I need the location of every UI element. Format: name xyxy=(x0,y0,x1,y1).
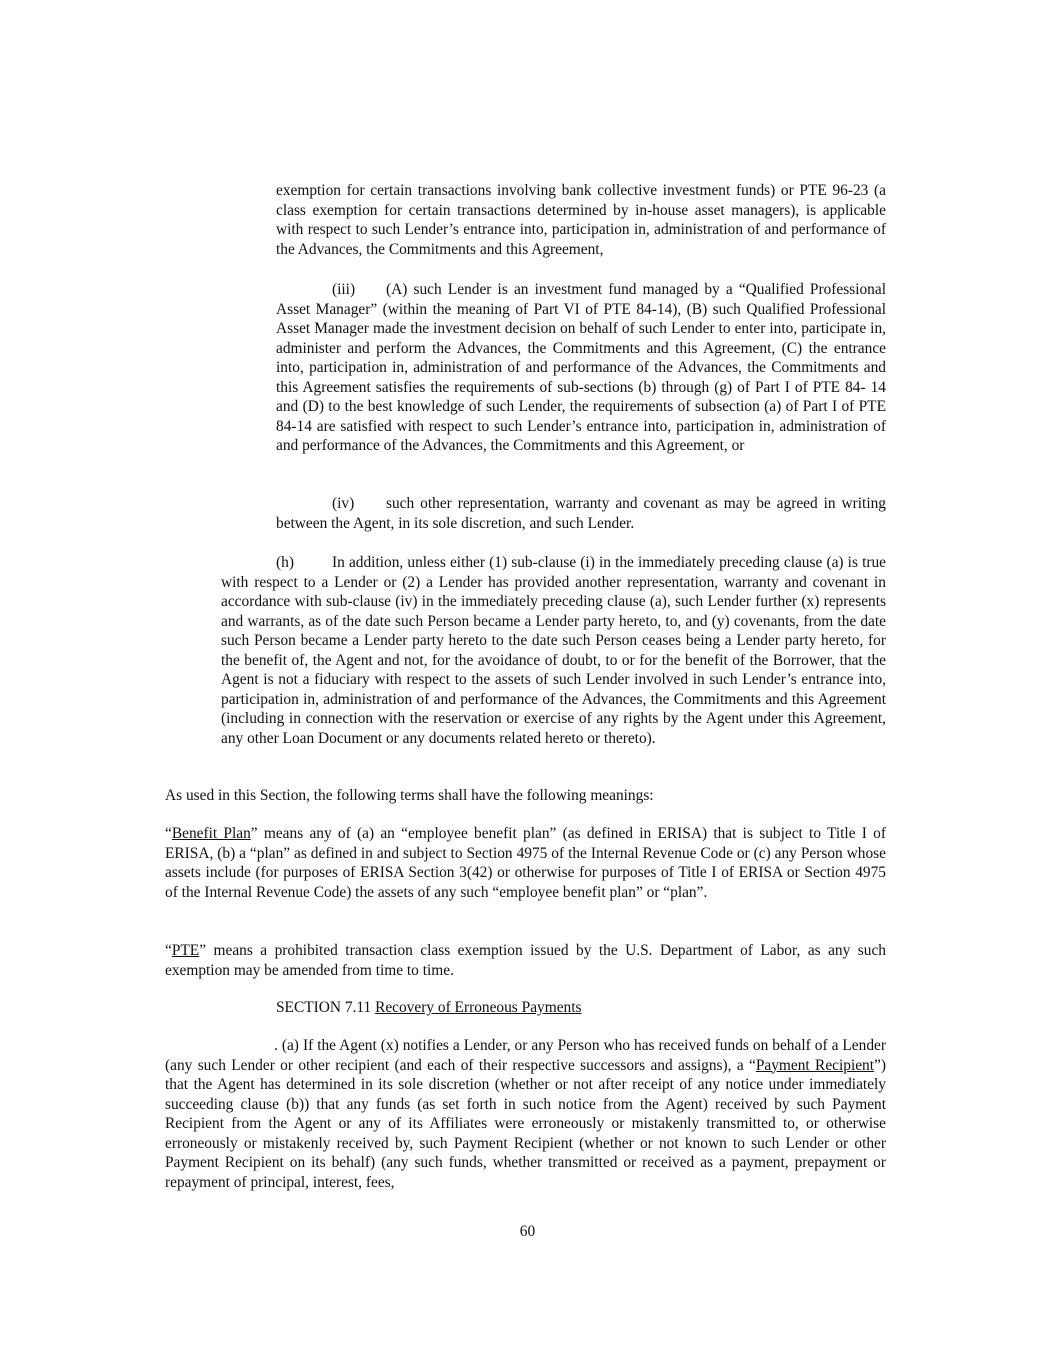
benefit-plan-term: Benefit Plan xyxy=(171,825,251,842)
payment-recipient-term: Payment Recipient xyxy=(755,1056,875,1074)
pte-text: ” means a prohibited transaction class exemption issued by the U.S. Department of Labor, as any such exemption may be amended from time to time. xyxy=(165,942,886,979)
clause-h-label: (h) xyxy=(276,554,294,571)
benefit-plan-definition: “Benefit Plan” means any of (a) an “employee benefit plan” (as defined in ERISA) that is subject to Title I of ERISA, (b) a “plan” as defined in and subject to Section 4975 of the Internal Revenue Code or (c) any Person whose assets include (for purposes of ERISA Section 3(42) or otherwise for purposes of Title I of ERISA or Section 4975 of the Internal Revenue Code) the assets of any such “employee benefit plan” or “plan”. xyxy=(165,825,886,901)
section-title: Recovery of Erroneous Payments xyxy=(375,999,582,1016)
clause-h-text: In addition, unless either (1) sub-clause (i) in the immediately preceding clause (a) is true with respect to a Lender or (2) a Lender has provided another representation, warranty and covenant in accordance with sub-clause (iv) in the immediately preceding clause (a), such Lender further (x) represents and warrants, as of the date such Person became a Lender party hereto, to, and (y) covenants, from the date such Person became a Lender party hereto to the date such Person ceases being a Lender party hereto, for the benefit of, the Agent and not, for the avoidance of doubt, to or for the benefit of the Borrower, that the Agent is not a fiduciary with respect to the assets of such Lender involved in such Lender’s entrance into, participation in, administration of and performance of the Advances, the Commitments and this Agreement (including in connection with the reservation or exercise of any rights by the Agent under this Agreement, any other Loan Document or any documents related hereto or thereto). xyxy=(221,554,886,747)
page-number: 60 xyxy=(519,1223,536,1240)
recovery-paragraph xyxy=(165,1036,886,1192)
terms-intro: As used in this Section, the following terms shall have the following meanings: xyxy=(165,787,654,804)
section-number: SECTION 7.11 xyxy=(276,999,372,1016)
exemption-continuation-paragraph: exemption for certain transactions involving bank collective investment funds) or PTE 96-23 (a class exemption for certain transactions determined by in-house asset managers), is applicable with respect to such Lender’s entrance into, participation in, administration of and performance of the Advances, the Commitments and this Agreement, xyxy=(276,182,886,258)
pte-definition: “PTE” means a prohibited transaction class exemption issued by the U.S. Department of Labor, as any such exemption may be amended from time to time. xyxy=(165,942,886,979)
recovery-rest: ”) that the Agent has determined in its sole discretion (whether or not after receipt of any notice under immediately succeeding clause (b)) that any funds (as set forth in such notice from the Agent) received by such Payment Recipient from the Agent or any of its Affiliates were erroneously or mistakenly transmitted to, or otherwise erroneously or mistakenly received by, such Payment Recipient (whether or not known to such Lender or other Payment Recipient on its behalf) (any such funds, whether transmitted or received as a payment, prepayment or repayment of principal, interest, fees, xyxy=(165,1056,886,1191)
pte-term: PTE xyxy=(171,942,200,959)
section-heading xyxy=(276,998,886,1018)
clause-iii-paragraph xyxy=(276,280,886,456)
clause-iv-text: such other representation, warranty and covenant as may be agreed in writing between the Agent, in its sole discretion, and such Lender. xyxy=(276,495,886,532)
clause-iv-paragraph xyxy=(276,494,886,533)
clause-iii-label: (iii) xyxy=(332,281,356,298)
recovery-lead: . (a) If the Agent (x) notifies a Lender, or any Person who has received funds on behalf of a Lender (any such Lender or other recipient (and each of their respective successors and assigns), a “ xyxy=(165,1037,886,1074)
clause-iv-label: (iv) xyxy=(332,495,355,512)
benefit-plan-text: ” means any of (a) an “employee benefit plan” (as defined in ERISA) that is subject to Title I of ERISA, (b) a “plan” as defined in and subject to Section 4975 of the Internal Revenue Code or (c) any Person whose assets include (for purposes of ERISA Section 3(42) or otherwise for purposes of Title I of ERISA or Section 4975 of the Internal Revenue Code) the assets of any such “employee benefit plan” or “plan”. xyxy=(165,825,886,901)
clause-h-paragraph xyxy=(221,553,886,748)
clause-iii-text: (A) such Lender is an investment fund managed by a “Qualified Professional Asset Manager” (within the meaning of Part VI of PTE 84-14), (B) such Qualified Professional Asset Manager made the investment decision on behalf of such Lender to enter into, participate in, administer and perform the Advances, the Commitments and this Agreement, (C) the entrance into, participation in, administration of and performance of the Advances, the Commitments and this Agreement satisfies the requirements of sub-sections (b) through (g) of Part I of PTE 84- 14 and (D) to the best knowledge of such Lender, the requirements of subsection (a) of Part I of PTE 84-14 are satisfied with respect to such Lender’s entrance into, participation in, administration of and performance of the Advances, the Commitments and this Agreement, or xyxy=(276,281,886,454)
